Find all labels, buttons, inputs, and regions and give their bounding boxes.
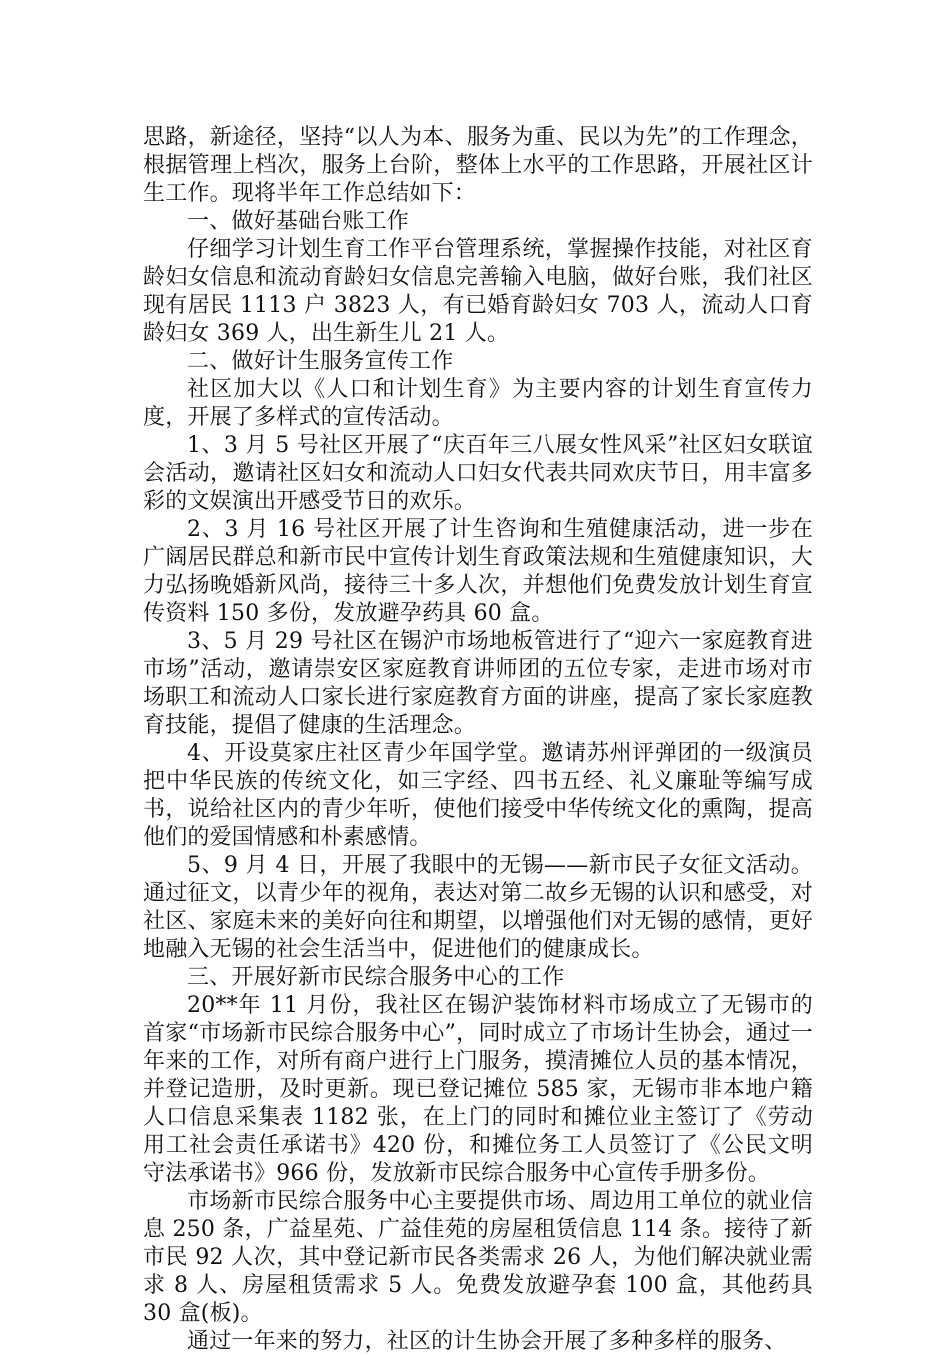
paragraph-ledger: 仔细学习计划生育工作平台管理系统，掌握操作技能，对社区育龄妇女信息和流动育龄妇女信息完善输入电脑，做好台账，我们社区现有居民 1113 户 3823 人，有已婚育龄妇女 703 人，流动人口育龄妇女 369 人，出生新生儿 21 人。: [143, 237, 813, 346]
section-heading-2: 二、做好计生服务宣传工作: [187, 349, 454, 374]
paragraph-item-1: 1、3 月 5 号社区开展了“庆百年三八展女性风采”社区妇女联谊会活动，邀请社区妇女和流动人口妇女代表共同欢庆节日，用丰富多彩的文娱演出开感受节日的欢乐。: [143, 433, 813, 514]
paragraph-item-3: 3、5 月 29 号社区在锡沪市场地板管进行了“迎六一家庭教育进市场”活动，邀请崇安区家庭教育讲师团的五位专家，走进市场对市场职工和流动人口家长进行家庭教育方面的讲座，提高了家长家庭教育技能，提倡了健康的生活理念。: [143, 629, 813, 738]
paragraph-item-5: 5、9 月 4 日，开展了我眼中的无锡——新市民子女征文活动。通过征文，以青少年的视角，表达对第二故乡无锡的认识和感受，对社区、家庭未来的美好向往和期望，以增强他们对无锡的感情，更好地融入无锡的社会生活当中，促进他们的健康成长。: [143, 853, 813, 962]
section-heading-3: 三、开展好新市民综合服务中心的工作: [187, 965, 565, 990]
paragraph-item-2: 2、3 月 16 号社区开展了计生咨询和生殖健康活动，进一步在广阔居民群总和新市民中宣传计划生育政策法规和生殖健康知识，大力弘扬晚婚新风尚，接待三十多人次，并想他们免费发放计划生育宣传资料 150 多份，发放避孕药具 60 盒。: [143, 517, 813, 626]
section-heading-1: 一、做好基础台账工作: [187, 209, 410, 234]
paragraph-closing: 通过一年来的努力，社区的计生协会开展了多种多样的服务、: [187, 1329, 787, 1354]
paragraph-service-info: 市场新市民综合服务中心主要提供市场、周边用工单位的就业信息 250 条，广益星苑、广益佳苑的房屋租赁信息 114 条。接待了新市民 92 人次，其中登记新市民各类需求 26 人，为他们解决就业需求 8 人、房屋租赁需求 5 人。免费发放避孕套 100 盒，其他药具 30 盒(板)。: [143, 1189, 813, 1326]
paragraph-intro: 思路，新途径，坚持“以人为本、服务为重、民以为先”的工作理念，根据管理上档次，服务上台阶，整体上水平的工作思路，开展社区计生工作。现将半年工作总结如下：: [143, 125, 813, 206]
document-body: [143, 124, 813, 1356]
paragraph-service-center: 20**年 11 月份，我社区在锡沪装饰材料市场成立了无锡市的首家“市场新市民综合服务中心”，同时成立了市场计生协会，通过一年来的工作，对所有商户进行上门服务，摸清摊位人员的基本情况，并登记造册，及时更新。现已登记摊位 585 家，无锡市非本地户籍人口信息采集表 1182 张，在上门的同时和摊位业主签订了《劳动用工社会责任承诺书》420 份，和摊位务工人员签订了《公民文明守法承诺书》966 份，发放新市民综合服务中心宣传手册多份。: [143, 993, 813, 1186]
paragraph-publicity: 社区加大以《人口和计划生育》为主要内容的计划生育宣传力度，开展了多样式的宣传活动。: [143, 377, 813, 430]
paragraph-item-4: 4、开设莫家庄社区青少年国学堂。邀请苏州评弹团的一级演员把中华民族的传统文化，如三字经、四书五经、礼义廉耻等编写成书，说给社区内的青少年听，使他们接受中华传统文化的熏陶，提高他们的爱国情感和朴素感情。: [143, 741, 813, 850]
